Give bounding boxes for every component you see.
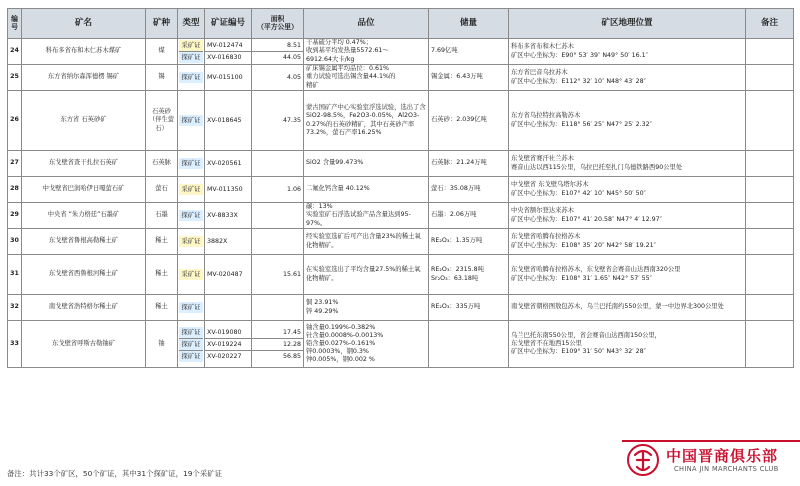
area-value: [252, 255, 304, 295]
row-no: 28: [8, 177, 22, 203]
license-code: [205, 321, 252, 368]
table-row: [8, 295, 794, 321]
license-code: [205, 39, 252, 65]
mine-name: 东方省纳尔森浑德楞 锡矿: [22, 65, 146, 91]
remark-cell: [746, 229, 794, 255]
license-code: [205, 91, 252, 151]
grade-text: 二氟化钙含量 40.12%: [304, 177, 429, 203]
remark-cell: [746, 295, 794, 321]
location-text: 东方省乌拉特拉高勒苏木 矿区中心坐标为：E118° 56′ 25″ N47° 25′ 2.32″: [509, 91, 746, 151]
area-value-entry: 47.35: [282, 117, 301, 124]
col-header-area: 面积 （平方公里）: [252, 9, 304, 39]
area-value-entry: 56.85: [282, 352, 301, 360]
area-value: [252, 65, 304, 91]
license-code-entry: XV-019080: [205, 327, 251, 339]
table-row: [8, 91, 794, 151]
license-type: [178, 151, 205, 177]
license-type: [178, 295, 205, 321]
grade-text: 经实验室选矿后可产出含量23%的稀土氧化物精矿。: [304, 229, 429, 255]
mine-name: 中央省 “朱力格廷”石墨矿: [22, 203, 146, 229]
mineral-type: 石英脉: [146, 151, 178, 177]
license-type-entry: 探矿证: [179, 327, 203, 339]
license-code: [205, 203, 252, 229]
grade-text: 铀含量0.199%-0.382% 钍含量0.0008%-0.0013% 铅含量0.027%-0.161% 锌0.0003%，钢0.3% 钟0.005%，钢0.002 %: [304, 321, 429, 368]
area-value-entry: 44.05: [282, 54, 301, 61]
col-header-name: 矿名: [22, 9, 146, 39]
license-code: [205, 295, 252, 321]
mine-name: 东戈壁省西鲁根河稀土矿: [22, 255, 146, 295]
area-value-entry: 15.61: [282, 271, 301, 278]
remark-cell: [746, 91, 794, 151]
table-row: [8, 177, 794, 203]
reserve-text: [429, 321, 509, 368]
area-value: [252, 321, 304, 368]
table-row: [8, 321, 794, 368]
logo-bar: [622, 440, 800, 442]
grade-text: 铜 23.91% 锌 49.29%: [304, 295, 429, 321]
mineral-type: 煤: [146, 39, 178, 65]
col-header-location: 矿区地理位置: [509, 9, 746, 39]
location-text: 东戈壁省哈腾布拉格苏木，东戈壁省会赛音山达西南320公里 矿区中心坐标为：E108° 31′ 1.65″ N42° 57′ 55″: [509, 255, 746, 295]
location-text: 乌兰巴托东南550公里，省会赛音山达西南150公里， 东戈壁省不在地西15公里 矿区中心坐标为：E109° 31′ 50″ N43° 32′ 28″: [509, 321, 746, 368]
license-type: [178, 321, 205, 368]
license-type-entry: 采矿证: [179, 236, 203, 247]
table-row: [8, 203, 794, 229]
row-no: 33: [8, 321, 22, 368]
mine-table: [7, 8, 794, 368]
mineral-type: 稀土: [146, 295, 178, 321]
license-code-entry: MV-011350: [207, 186, 243, 193]
reserve-text: 7.69亿吨: [429, 39, 509, 65]
license-type-entry: 探矿证: [179, 302, 203, 313]
mine-name: 南戈壁省浩特格尔稀土矿: [22, 295, 146, 321]
col-header-remark: 备注: [746, 9, 794, 39]
license-type-entry: 探矿证: [179, 52, 203, 63]
remark-cell: [746, 177, 794, 203]
location-text: 中戈壁省 东戈壁乌塔尔苏木 矿区中心坐标为：E107° 42′ 10″ N45° 50′ 50″: [509, 177, 746, 203]
reserve-text: 锡金属：6.43万吨: [429, 65, 509, 91]
club-logo: [622, 428, 800, 480]
row-no: 26: [8, 91, 22, 151]
license-type-entry: 探矿证: [179, 339, 203, 351]
col-header-no: 编号: [8, 9, 22, 39]
mineral-type: 萤石: [146, 177, 178, 203]
reserve-text: 萤石：35.08万吨: [429, 177, 509, 203]
remark-cell: [746, 65, 794, 91]
mineral-type: 石墨: [146, 203, 178, 229]
area-value-entry: [252, 236, 303, 247]
reserve-text: RE₂O₃：335万吨: [429, 295, 509, 321]
license-code: [205, 229, 252, 255]
remark-cell: [746, 39, 794, 65]
location-text: 东方省巴音乌拉苏木 矿区中心坐标为：E112° 32′ 10″ N48° 43′ 28″: [509, 65, 746, 91]
col-header-type: 类型: [178, 9, 205, 39]
area-value: [252, 177, 304, 203]
license-code-entry: [205, 302, 251, 313]
license-type-entry: 探矿证: [179, 115, 203, 126]
logo-en-text: CHINA JIN MARCHANTS CLUB: [674, 465, 779, 473]
license-type: [178, 203, 205, 229]
area-value: [252, 151, 304, 177]
mineral-type: 稀土: [146, 229, 178, 255]
area-value: [252, 295, 304, 321]
license-code: [205, 65, 252, 91]
area-value-entry: 8.51: [252, 40, 303, 52]
col-header-reserve: 储量: [429, 9, 509, 39]
grade-text: 碳：13% 实验室矿石浮选试验产品含量达到95-97%。: [304, 203, 429, 229]
table-row: [8, 229, 794, 255]
area-value-entry: [252, 158, 303, 169]
license-type-entry: 探矿证: [179, 351, 203, 362]
row-no: 32: [8, 295, 22, 321]
row-no: 29: [8, 203, 22, 229]
table-row: [8, 255, 794, 295]
license-code: [205, 177, 252, 203]
mine-name: 东戈壁省鲁根高勒稀土矿: [22, 229, 146, 255]
logo-cn-text: 中国晋商俱乐部: [666, 447, 779, 465]
mine-name: 东戈壁省呼斯古勒铀矿: [22, 321, 146, 368]
license-code-entry: XV-019224: [205, 339, 251, 351]
footnote: 备注：共计33个矿区，50个矿证，其中31个探矿证，19个采矿证: [7, 469, 222, 478]
license-code-entry: XV-016830: [207, 54, 242, 61]
area-value: [252, 203, 304, 229]
grade-text: 干基硫分平均 0.47%； 收到基平均发热量5572.61～ 6912.64大卡/kg: [304, 39, 429, 65]
license-type: [178, 65, 205, 91]
area-value-entry: 17.45: [252, 327, 303, 339]
table-header-row: [8, 9, 794, 39]
license-type: [178, 229, 205, 255]
reserve-text: 石英脉：21.24万吨: [429, 151, 509, 177]
row-no: 27: [8, 151, 22, 177]
row-no: 31: [8, 255, 22, 295]
license-code-entry: XV-020227: [207, 352, 242, 360]
area-value: [252, 39, 304, 65]
license-code-entry: MV-020487: [207, 271, 243, 278]
license-type: [178, 177, 205, 203]
table-body: [8, 39, 794, 368]
remark-cell: [746, 203, 794, 229]
col-header-code: 矿证编号: [205, 9, 252, 39]
reserve-text: 石英砂：2.039亿吨: [429, 91, 509, 151]
license-code: [205, 151, 252, 177]
area-value: [252, 91, 304, 151]
mineral-type: 锡: [146, 65, 178, 91]
location-text: 南戈壁省朝格图敖包苏木，乌兰巴托南约550公里，蒙一中边界北300公里处: [509, 295, 746, 321]
remark-cell: [746, 255, 794, 295]
license-type-entry: 采矿证: [179, 40, 203, 52]
mineral-type: 铀: [146, 321, 178, 368]
license-type-entry: 探矿证: [179, 72, 203, 83]
license-code-entry: MV-012474: [205, 40, 251, 52]
license-type: [178, 39, 205, 65]
license-type: [178, 91, 205, 151]
table-row: [8, 151, 794, 177]
remark-cell: [746, 321, 794, 368]
area-value-entry: 12.28: [252, 339, 303, 351]
location-text: 东戈壁省哈腾布拉格苏木 矿区中心坐标为：E108° 35′ 20″ N42° 58′ 19.21″: [509, 229, 746, 255]
mineral-type: 石英砂 （伴生萤石）: [146, 91, 178, 151]
row-no: 25: [8, 65, 22, 91]
grade-text: 蒙古国矿产中心实验室浮选试验，选出了含SiO2-98.5%，Fe2O3-0.05%，Al2O3-0.27%的石英砂精矿，其中石英砂产率73.2%，萤石产率16.25%: [304, 91, 429, 151]
grade-text: 在实验室选出了平均含量27.5%的稀土氧化物精矿。: [304, 255, 429, 295]
remark-cell: [746, 151, 794, 177]
license-type-entry: 采矿证: [179, 184, 203, 195]
area-value-entry: [252, 302, 303, 313]
col-header-mineral: 矿种: [146, 9, 178, 39]
license-type: [178, 255, 205, 295]
grade-text: 矿床锡金属平均品位：0.61% 重力试验可选出锡含量44.1%的 精矿: [304, 65, 429, 91]
reserve-text: RE₂O₃：1.35万吨: [429, 229, 509, 255]
table-row: [8, 39, 794, 65]
club-emblem-icon: [626, 443, 660, 477]
location-text: 科布多省布和木仁苏木 矿区中心坐标为：E90° 53′ 39″ N49° 50′ 16.1″: [509, 39, 746, 65]
license-code-entry: XV-018645: [207, 117, 242, 124]
license-code-entry: XV-8833X: [207, 212, 238, 219]
mine-name: 中戈壁省巴润哈伊日嘎萤石矿: [22, 177, 146, 203]
mineral-type: 稀土: [146, 255, 178, 295]
license-code: [205, 255, 252, 295]
mine-name: 科布多省布和木仁苏木煤矿: [22, 39, 146, 65]
reserve-text: 石墨：2.06万吨: [429, 203, 509, 229]
location-text: 东戈壁省赛汗社兰苏木 赛音山达以西115公里，乌拉巴托至扎门乌德铁路西90公里处: [509, 151, 746, 177]
license-code-entry: XV-020561: [207, 160, 242, 167]
license-code-entry: MV-015100: [207, 74, 243, 81]
license-type-entry: 探矿证: [179, 158, 203, 169]
row-no: 30: [8, 229, 22, 255]
mine-name: 东戈壁省查干扎拉石英矿: [22, 151, 146, 177]
area-value-entry: 1.06: [286, 186, 301, 193]
mine-name: 东方省 石英砂矿: [22, 91, 146, 151]
reserve-text: RE₂O₃：2315.8吨 Sr₂O₃：63.18吨: [429, 255, 509, 295]
area-value-entry: [252, 210, 303, 221]
license-type-entry: 采矿证: [179, 269, 203, 280]
license-code-entry: 3882X: [207, 238, 228, 245]
row-no: 24: [8, 39, 22, 65]
col-header-grade: 品位: [304, 9, 429, 39]
location-text: 中央省额尔登达来苏木 矿区中心坐标为：E107° 41′ 20.58″ N47° 4′ 12.97″: [509, 203, 746, 229]
area-value-entry: 4.05: [286, 74, 301, 81]
license-type-entry: 探矿证: [179, 210, 203, 221]
table-row: [8, 65, 794, 91]
area-value: [252, 229, 304, 255]
grade-text: SiO2 含量99.473%: [304, 151, 429, 177]
